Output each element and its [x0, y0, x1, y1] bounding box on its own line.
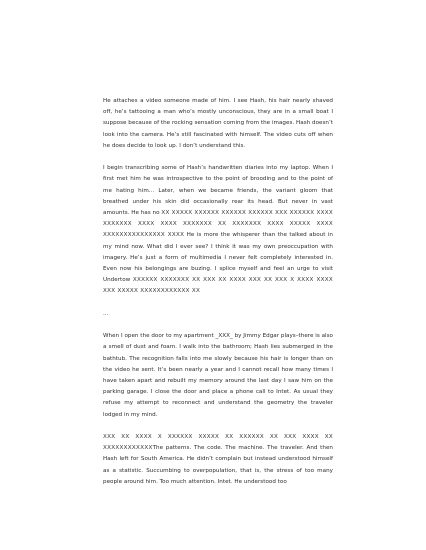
redacted-text-2: XXXXXX XXXXXXX XX XXX XX XXXX XXX XX XXX X XXXX XXXX XXX XXXXX XXXXXXXXXXXX XX	[103, 277, 333, 295]
redacted-text-3: XXX XX XXXX X XXXXXX XXXXX XX XXXXXX XX XXX XXXX XX XXXXXXXXXXXX	[103, 434, 333, 452]
section-separator: ...	[103, 310, 109, 317]
document-page	[103, 96, 333, 488]
paragraph-video: He attaches a video someone made of him. I see Hash, his hair nearly shaved off, he’s tattooing a man who’s mostly unconscious, they are in a small boat I suppose because of the rocking sensation coming from the images. Hash doesn’t look into the camera. He’s still fascinated with himself. The video cuts off when he does decide to look up. I don’t understand this.	[103, 98, 333, 149]
paragraph-gap	[103, 320, 333, 331]
paragraph-diaries	[103, 163, 333, 297]
redacted-text: XX XXXXX XXXXXX XXXXXX XXXXXX XXX XXXXXX XXXX XXXXXXX XXXX XXXX XXXXXXX XX XXXXXXX XXXX XXXXX XXXX XXXXXXXXXXXXXXX XXXX	[103, 210, 333, 239]
patterns-text: The patterns. The code. The machine. The traveler. And then Hash left for South America. He didn’t complain but instead understood himself as a statistic. Succumbing to overpopulation, that is, the stress of too many people around him. Too much attention. Intet. He understood too	[103, 445, 333, 485]
paragraph-gap	[103, 298, 333, 309]
paragraph-gap	[103, 152, 333, 163]
paragraph-gap	[103, 421, 333, 432]
paragraph-patterns	[103, 432, 333, 488]
diaries-text-start: I begin transcribing some of Hash’s handwritten diaries into my laptop. When I first met him he was introspective to the point of brooding and to the point of me hating him... Later, when we became friends, the variant gloom that breathed under his skin did occasionally rear its head. But never in vast amounts. He has no	[103, 165, 333, 217]
diaries-text-middle: He is more the whisperer than the talked about in my mind now. What did I ever see? I think it was my own preoccupation with imagery. He’s just a form of multimedia I never felt completely interested in. Even now his belongings are buzing. I splice myself and feel an urge to visit Undertow	[103, 232, 334, 284]
paragraph-apartment: When I open the door to my apartment _XXX_ by Jimmy Edgar plays–there is also a smell of dust and foam. I walk into the bathroom; Hash lies submerged in the bathtub. The recognition falls into me slowly because his hair is longer than on the video he sent. It’s been nearly a year and I cannot recall how many times I have taken apart and rebuilt my memory around the last day I saw him on the parking garage. I close the door and place a phone call to Intet. As usual they refuse my attempt to reconnect and understand the geometry the traveler lodged in my mind.	[103, 333, 333, 418]
